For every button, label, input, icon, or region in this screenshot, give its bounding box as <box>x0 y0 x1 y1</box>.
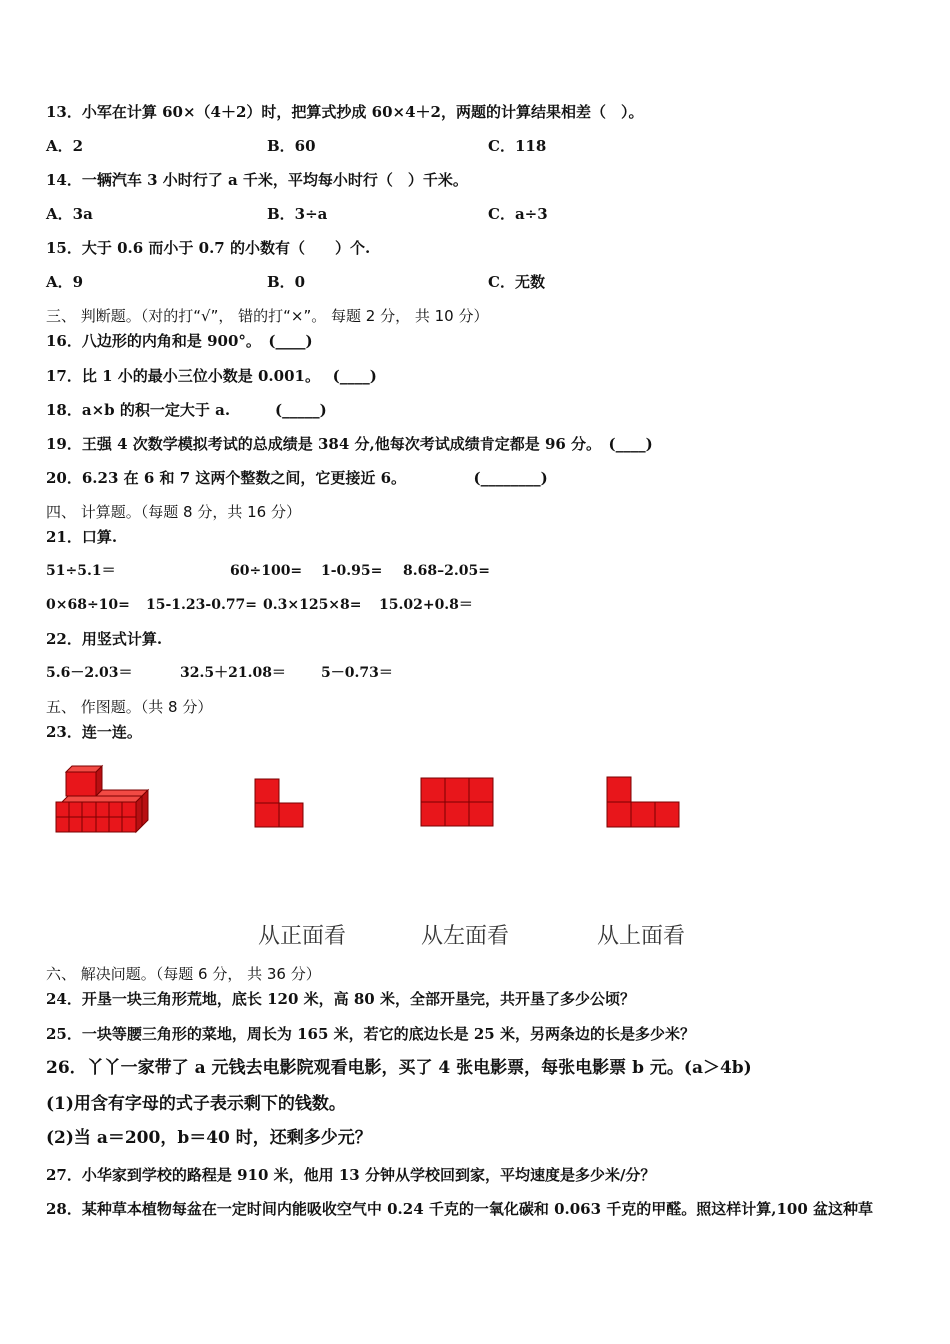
q21-item: 0.3×125×8= <box>263 597 362 613</box>
q21-item: 15.02+0.8＝ <box>379 597 473 613</box>
q13-option-c[interactable]: C．118 <box>488 137 547 155</box>
q18-text: 18．a×b 的积一定大于 a. (_____) <box>46 401 327 419</box>
q22-title: 22．用竖式计算. <box>46 630 163 648</box>
q13-option-b[interactable]: B．60 <box>267 137 316 155</box>
q19-text: 19．王强 4 次数学模拟考试的总成绩是 384 分,他每次考试成绩肯定都是 96 分。 (____) <box>46 435 653 453</box>
q15-option-b[interactable]: B．0 <box>267 273 306 291</box>
q23-title: 23．连一连。 <box>46 723 142 741</box>
q26-part1: (1)用含有字母的式子表示剩下的钱数。 <box>46 1094 346 1114</box>
q28-text: 28．某种草本植物每盆在一定时间内能吸收空气中 0.24 千克的一氧化碳和 0.063 千克的甲醛。照这样计算,100 盆这种草 <box>46 1200 874 1218</box>
q15-text: 15．大于 0.6 而小于 0.7 的小数有（ ）个. <box>46 239 371 257</box>
q20-text: 20．6.23 在 6 和 7 这两个整数之间，它更接近 6。 (________) <box>46 469 548 487</box>
q21-item: 60÷100= <box>230 563 303 579</box>
q22-item: 5.6－2.03＝ <box>46 665 133 681</box>
q14-option-a[interactable]: A．3a <box>46 205 93 223</box>
view-label-front: 从正面看 <box>258 924 347 949</box>
q16-text: 16．八边形的内角和是 900°。 (____) <box>46 332 313 350</box>
q26-part2: (2)当 a＝200，b＝40 时，还剩多少元？ <box>46 1128 372 1148</box>
q21-item: 51÷5.1＝ <box>46 563 116 579</box>
q26-text: 26．丫丫一家带了 a 元钱去电影院观看电影，买了 4 张电影票，每张电影票 b 元。(a＞4b) <box>46 1058 752 1078</box>
q27-text: 27．小华家到学校的路程是 910 米，他用 13 分钟从学校回到家，平均速度是多少米/分？ <box>46 1166 656 1184</box>
q14-text: 14．一辆汽车 3 小时行了 a 千米，平均每小时行（ ）千米。 <box>46 171 468 189</box>
view-shape-l-long <box>606 776 680 828</box>
section-3-heading: 三、 判断题。（对的打“√”， 错的打“×”。 每题 2 分， 共 10 分） <box>46 307 489 325</box>
q14-option-c[interactable]: C．a÷3 <box>488 205 548 223</box>
q21-title: 21．口算. <box>46 528 118 546</box>
q22-item: 32.5＋21.08＝ <box>180 665 286 681</box>
q25-text: 25．一块等腰三角形的菜地，周长为 165 米，若它的底边长是 25 米，另两条边的长是多少米？ <box>46 1025 695 1043</box>
view-label-top: 从上面看 <box>597 924 686 949</box>
q15-option-a[interactable]: A．9 <box>46 273 84 291</box>
q21-item: 8.68–2.05= <box>403 563 490 579</box>
cube-solid-figure <box>52 762 152 838</box>
view-shape-l-small <box>254 778 306 828</box>
q13-option-a[interactable]: A．2 <box>46 137 84 155</box>
q14-option-b[interactable]: B．3÷a <box>267 205 328 223</box>
q24-text: 24．开垦一块三角形荒地，底长 120 米，高 80 米，全部开垦完，共开垦了多少公顷？ <box>46 990 635 1008</box>
section-4-heading: 四、 计算题。（每题 8 分，共 16 分） <box>46 503 301 521</box>
q21-item: 15-1.23-0.77= <box>146 597 258 613</box>
section-5-heading: 五、 作图题。（共 8 分） <box>46 698 213 716</box>
q21-item: 1-0.95= <box>321 563 383 579</box>
q22-item: 5－0.73＝ <box>321 665 393 681</box>
q21-item: 0×68÷10= <box>46 597 130 613</box>
q13-text: 13．小军在计算 60×（4＋2）时，把算式抄成 60×4＋2，两题的计算结果相差（ ）。 <box>46 103 644 121</box>
view-label-left: 从左面看 <box>421 924 510 949</box>
q17-text: 17．比 1 小的最小三位小数是 0.001。 (____) <box>46 367 377 385</box>
view-shape-rectangle <box>420 777 494 827</box>
section-6-heading: 六、 解决问题。（每题 6 分， 共 36 分） <box>46 965 321 983</box>
q15-option-c[interactable]: C．无数 <box>488 273 545 291</box>
